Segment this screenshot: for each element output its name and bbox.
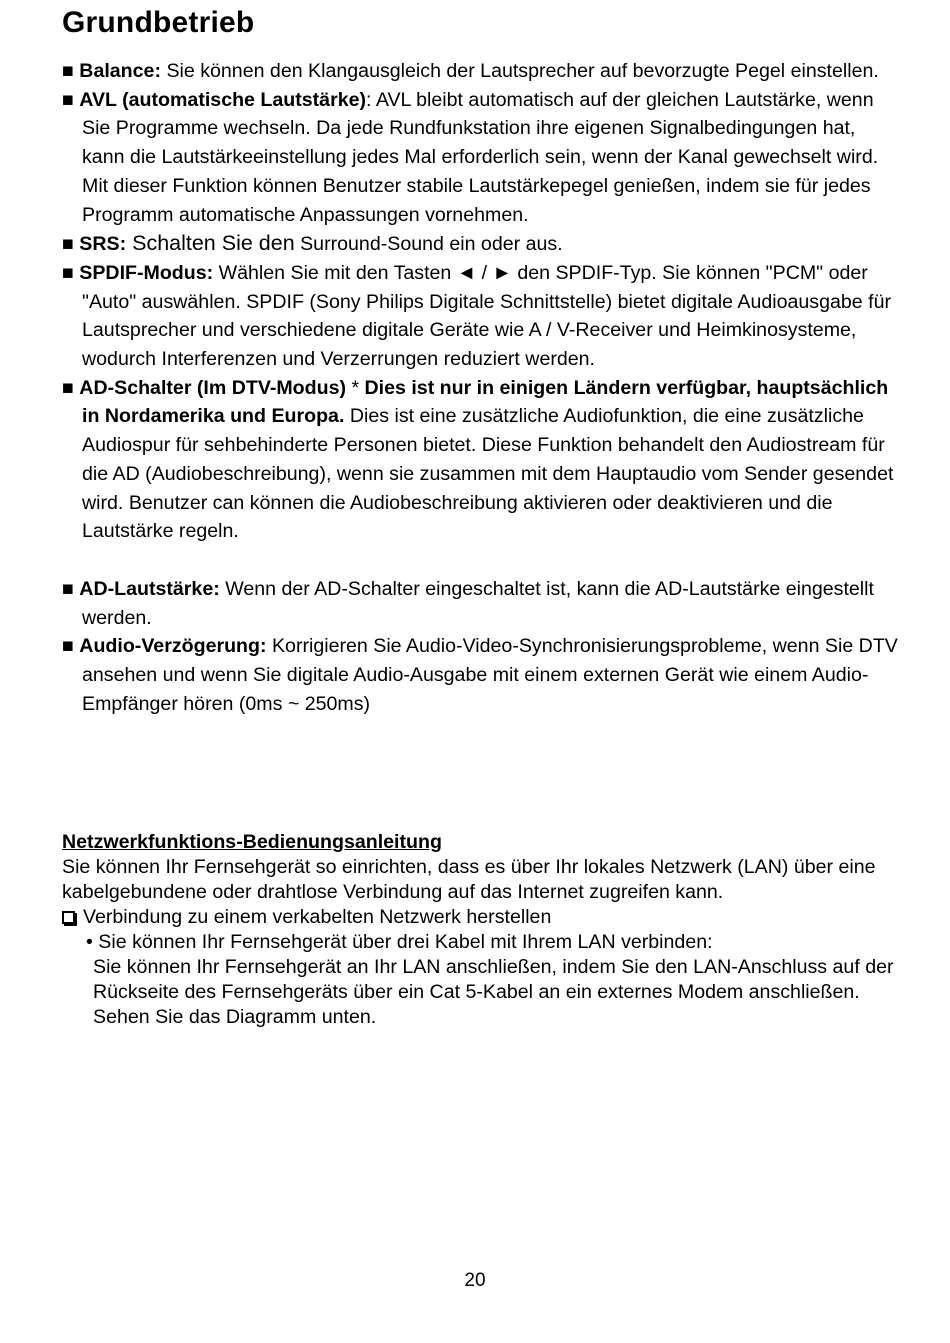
list-item-srs <box>62 229 902 259</box>
section-heading: Netzwerkfunktions-Bedienungsanleitung <box>62 831 442 853</box>
item-label: SRS: <box>79 233 127 256</box>
item-label: Audio-Verzögerung: <box>79 635 267 658</box>
item-text: Surround-Sound ein oder aus. <box>294 233 563 256</box>
sub-text: Sie können Ihr Fernsehgerät an Ihr LAN anschließen, indem Sie den LAN-Anschluss auf der Rückseite des Fernsehgeräts über ein Cat 5-Kabel an ein externes Modem anschließen. Sehen Sie das Diagramm unten. <box>93 956 894 1028</box>
item-text: Korrigieren Sie Audio-Video-Synchronisierungsprobleme, wenn Sie DTV ansehen und wenn Sie digitale Audio-Ausgabe mit einem externen Gerät wie einem Audio-Empfänger hören (0ms ~ 250ms) <box>82 635 898 715</box>
checkbox-item <box>62 905 902 930</box>
sub-bullet: • Sie können Ihr Fernsehgerät über drei Kabel mit Ihrem LAN verbinden: <box>86 931 713 953</box>
spacer <box>62 546 902 575</box>
arrow-keys-icon: ◄ / ► <box>456 261 512 284</box>
list-item-avl <box>62 86 902 230</box>
item-text: Sie können den Klangausgleich der Lautsprecher auf bevorzugte Pegel einstellen. <box>166 60 879 82</box>
item-label: AVL (automatische Lautstärke) <box>79 88 367 111</box>
item-label: AD-Schalter (Im DTV-Modus) <box>79 376 347 399</box>
page-number: 20 <box>464 1270 486 1291</box>
item-text: den SPDIF-Typ. Sie können "PCM" oder "Auto" auswählen. SPDIF (Sony Philips Digitale Schnittstelle) bietet digitale Audioausgabe für Lautsprecher und verschiedene digitale Geräte wie A / V-Receiver und Heimkinosysteme, wodurch Interferenzen und Verzerrungen reduziert werden. <box>82 261 891 371</box>
list-item-audio-delay <box>62 632 902 718</box>
checkbox-icon <box>62 911 75 924</box>
item-text: Dies ist eine zusätzliche Audiofunktion, die eine zusätzliche Audiospur für sehbehinderte Personen bietet. Diese Funktion behandelt den Audiostream für die AD (Audiobeschreibung), wenn sie zusammen mit dem Hauptaudio vom Sender gesendet wird. Benutzer can können die Audiobeschreibung aktivieren oder deaktivieren und die Lautstärke regeln. <box>82 405 894 543</box>
bullet-icon: ■ <box>62 60 74 82</box>
item-label: Balance: <box>79 60 161 82</box>
bullet-icon: ■ <box>62 376 74 399</box>
bullet-icon: ■ <box>62 88 74 111</box>
checkbox-label: Verbindung zu einem verkabelten Netzwerk herstellen <box>83 906 552 928</box>
list-item-ad-volume <box>62 575 902 632</box>
item-note: Dies ist nur in einigen Ländern verfügbar, hauptsächlich in Nordamerika und Europa. <box>82 376 889 428</box>
item-text: Wenn der AD-Schalter eingeschaltet ist, kann die AD-Lautstärke eingestellt werden. <box>82 577 874 629</box>
item-text-large: Schalten Sie den <box>126 231 295 256</box>
bullet-icon: ■ <box>62 577 74 600</box>
item-text: : AVL bleibt automatisch auf der gleichen Lautstärke, wenn Sie Programme wechseln. Da jede Rundfunkstation ihre eigenen Signalbedingungen hat, kann die Lautstärkeeinstellung jedes Mal erforderlich sein, wenn der Kanal gewechselt wird. Mit dieser Funktion können Benutzer stabile Lautstärkepegel genießen, indem sie für jedes Programm automatische Anpassungen vornehmen. <box>82 88 879 226</box>
bullet-icon: ■ <box>62 635 74 658</box>
item-text: Wählen Sie mit den Tasten <box>213 261 457 284</box>
list-item-spdif <box>62 259 902 374</box>
bullet-icon: ■ <box>62 261 74 284</box>
item-label: SPDIF-Modus: <box>79 261 214 284</box>
item-label: AD-Lautstärke: <box>79 577 220 600</box>
network-section <box>62 830 902 1030</box>
list-item-ad-switch <box>62 374 902 546</box>
bullet-icon: ■ <box>62 233 74 256</box>
list-item-balance <box>62 57 902 86</box>
section-intro: Sie können Ihr Fernsehgerät so einrichten, dass es über Ihr lokales Netzwerk (LAN) über eine kabelgebundene oder drahtlose Verbindung auf das Internet zugreifen kann. <box>62 856 876 903</box>
settings-list <box>62 57 902 718</box>
asterisk: * <box>346 376 365 399</box>
page-title: Grundbetrieb <box>62 6 255 39</box>
